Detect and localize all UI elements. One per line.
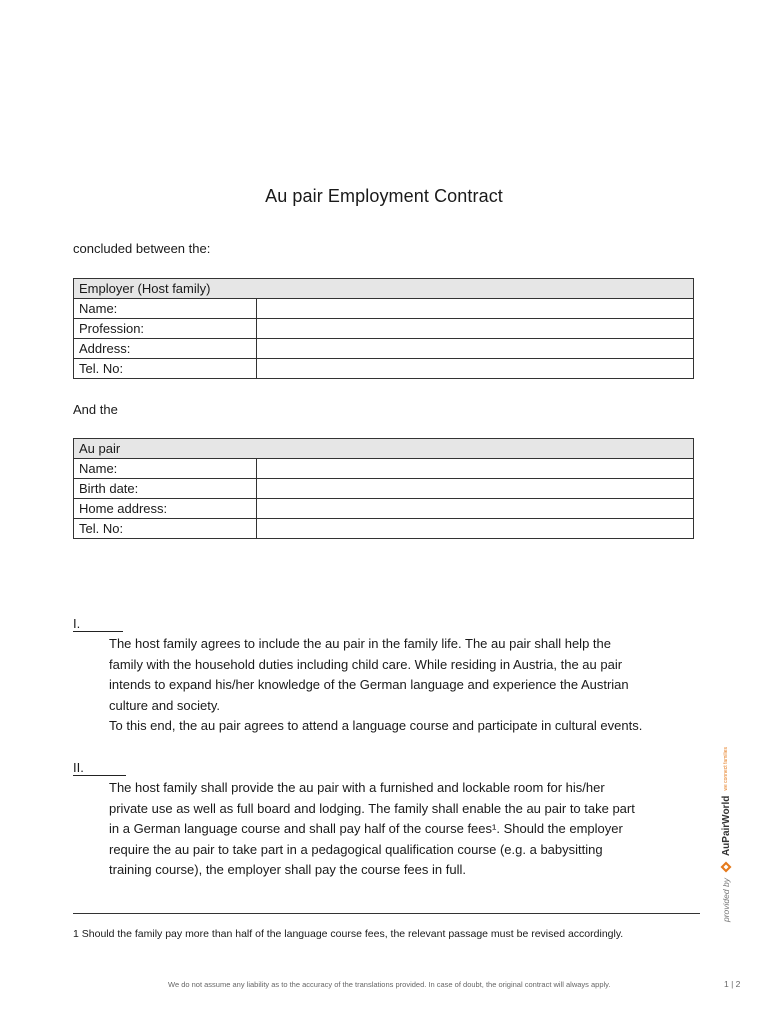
paragraph-line: The host family shall provide the au pair with a furnished and lockable room for his/her bbox=[109, 780, 605, 795]
paragraph-line: To this end, the au pair agrees to attend a language course and participate in cultural events. bbox=[109, 718, 643, 734]
field-label: Address: bbox=[74, 339, 257, 359]
paragraph-line: in a German language course and shall pay half of the course fees¹. Should the employer bbox=[109, 821, 623, 837]
table-row bbox=[74, 459, 694, 479]
provided-by-label: provided by bbox=[721, 878, 731, 922]
paragraph-line: intends to expand his/her knowledge of the German language and experience the Austrian bbox=[109, 677, 629, 693]
employer-name-field[interactable] bbox=[257, 299, 694, 319]
document-title: Au pair Employment Contract bbox=[265, 186, 503, 206]
and-text: And the bbox=[73, 402, 118, 417]
employer-table bbox=[73, 278, 694, 379]
footnote-divider bbox=[73, 913, 700, 914]
field-label: Birth date: bbox=[74, 479, 257, 499]
employer-profession-field[interactable] bbox=[257, 319, 694, 339]
page-number: 1 | 2 bbox=[724, 979, 741, 989]
employer-address-field[interactable] bbox=[257, 339, 694, 359]
paragraph-line: require the au pair to take part in a pedagogical qualification course (e.g. a babysitting bbox=[109, 841, 603, 857]
disclaimer: We do not assume any liability as to the accuracy of the translations provided. In case of doubt, the original contract will always apply. bbox=[168, 980, 611, 989]
aupairworld-logo-icon bbox=[720, 861, 732, 873]
table-row bbox=[74, 499, 694, 519]
table-row bbox=[74, 479, 694, 499]
section-paragraph bbox=[109, 778, 709, 881]
field-label: Home address: bbox=[74, 499, 257, 519]
aupair-table bbox=[73, 438, 694, 539]
field-label: Name: bbox=[74, 299, 257, 319]
employer-tel-field[interactable] bbox=[257, 359, 694, 379]
table-row bbox=[74, 359, 694, 379]
section-number: II. bbox=[73, 760, 126, 776]
table-row bbox=[74, 519, 694, 539]
aupair-tel-field[interactable] bbox=[257, 519, 694, 539]
brand-mark bbox=[720, 747, 732, 922]
brand-tagline: we connect families bbox=[723, 747, 729, 791]
employer-table-header: Employer (Host family) bbox=[74, 279, 694, 299]
paragraph-line: private use as well as full board and lodging. The family shall enable the au pair to take part bbox=[109, 800, 635, 816]
paragraph-line: training course), the employer shall pay the course fees in full. bbox=[109, 862, 466, 878]
paragraph-line: family with the household duties including child care. While residing in Austria, the au pair bbox=[109, 656, 623, 672]
section-number: I. bbox=[73, 616, 123, 632]
field-label: Profession: bbox=[74, 319, 257, 339]
aupair-birthdate-field[interactable] bbox=[257, 479, 694, 499]
field-label: Tel. No: bbox=[74, 519, 257, 539]
table-row bbox=[74, 319, 694, 339]
section-paragraph bbox=[109, 634, 709, 737]
brand-name: AuPairWorld bbox=[720, 795, 732, 857]
field-label: Name: bbox=[74, 459, 257, 479]
paragraph-line: The host family agrees to include the au pair in the family life. The au pair shall help the bbox=[109, 636, 611, 651]
table-row bbox=[74, 299, 694, 319]
paragraph-line: culture and society. bbox=[109, 697, 221, 713]
field-label: Tel. No: bbox=[74, 359, 257, 379]
intro-text: concluded between the: bbox=[73, 241, 211, 256]
aupair-name-field[interactable] bbox=[257, 459, 694, 479]
footnote: 1 Should the family pay more than half of the language course fees, the relevant passage must be revised accordingly. bbox=[73, 928, 624, 940]
table-row bbox=[74, 339, 694, 359]
aupair-table-header: Au pair bbox=[74, 439, 694, 459]
aupair-home-address-field[interactable] bbox=[257, 499, 694, 519]
